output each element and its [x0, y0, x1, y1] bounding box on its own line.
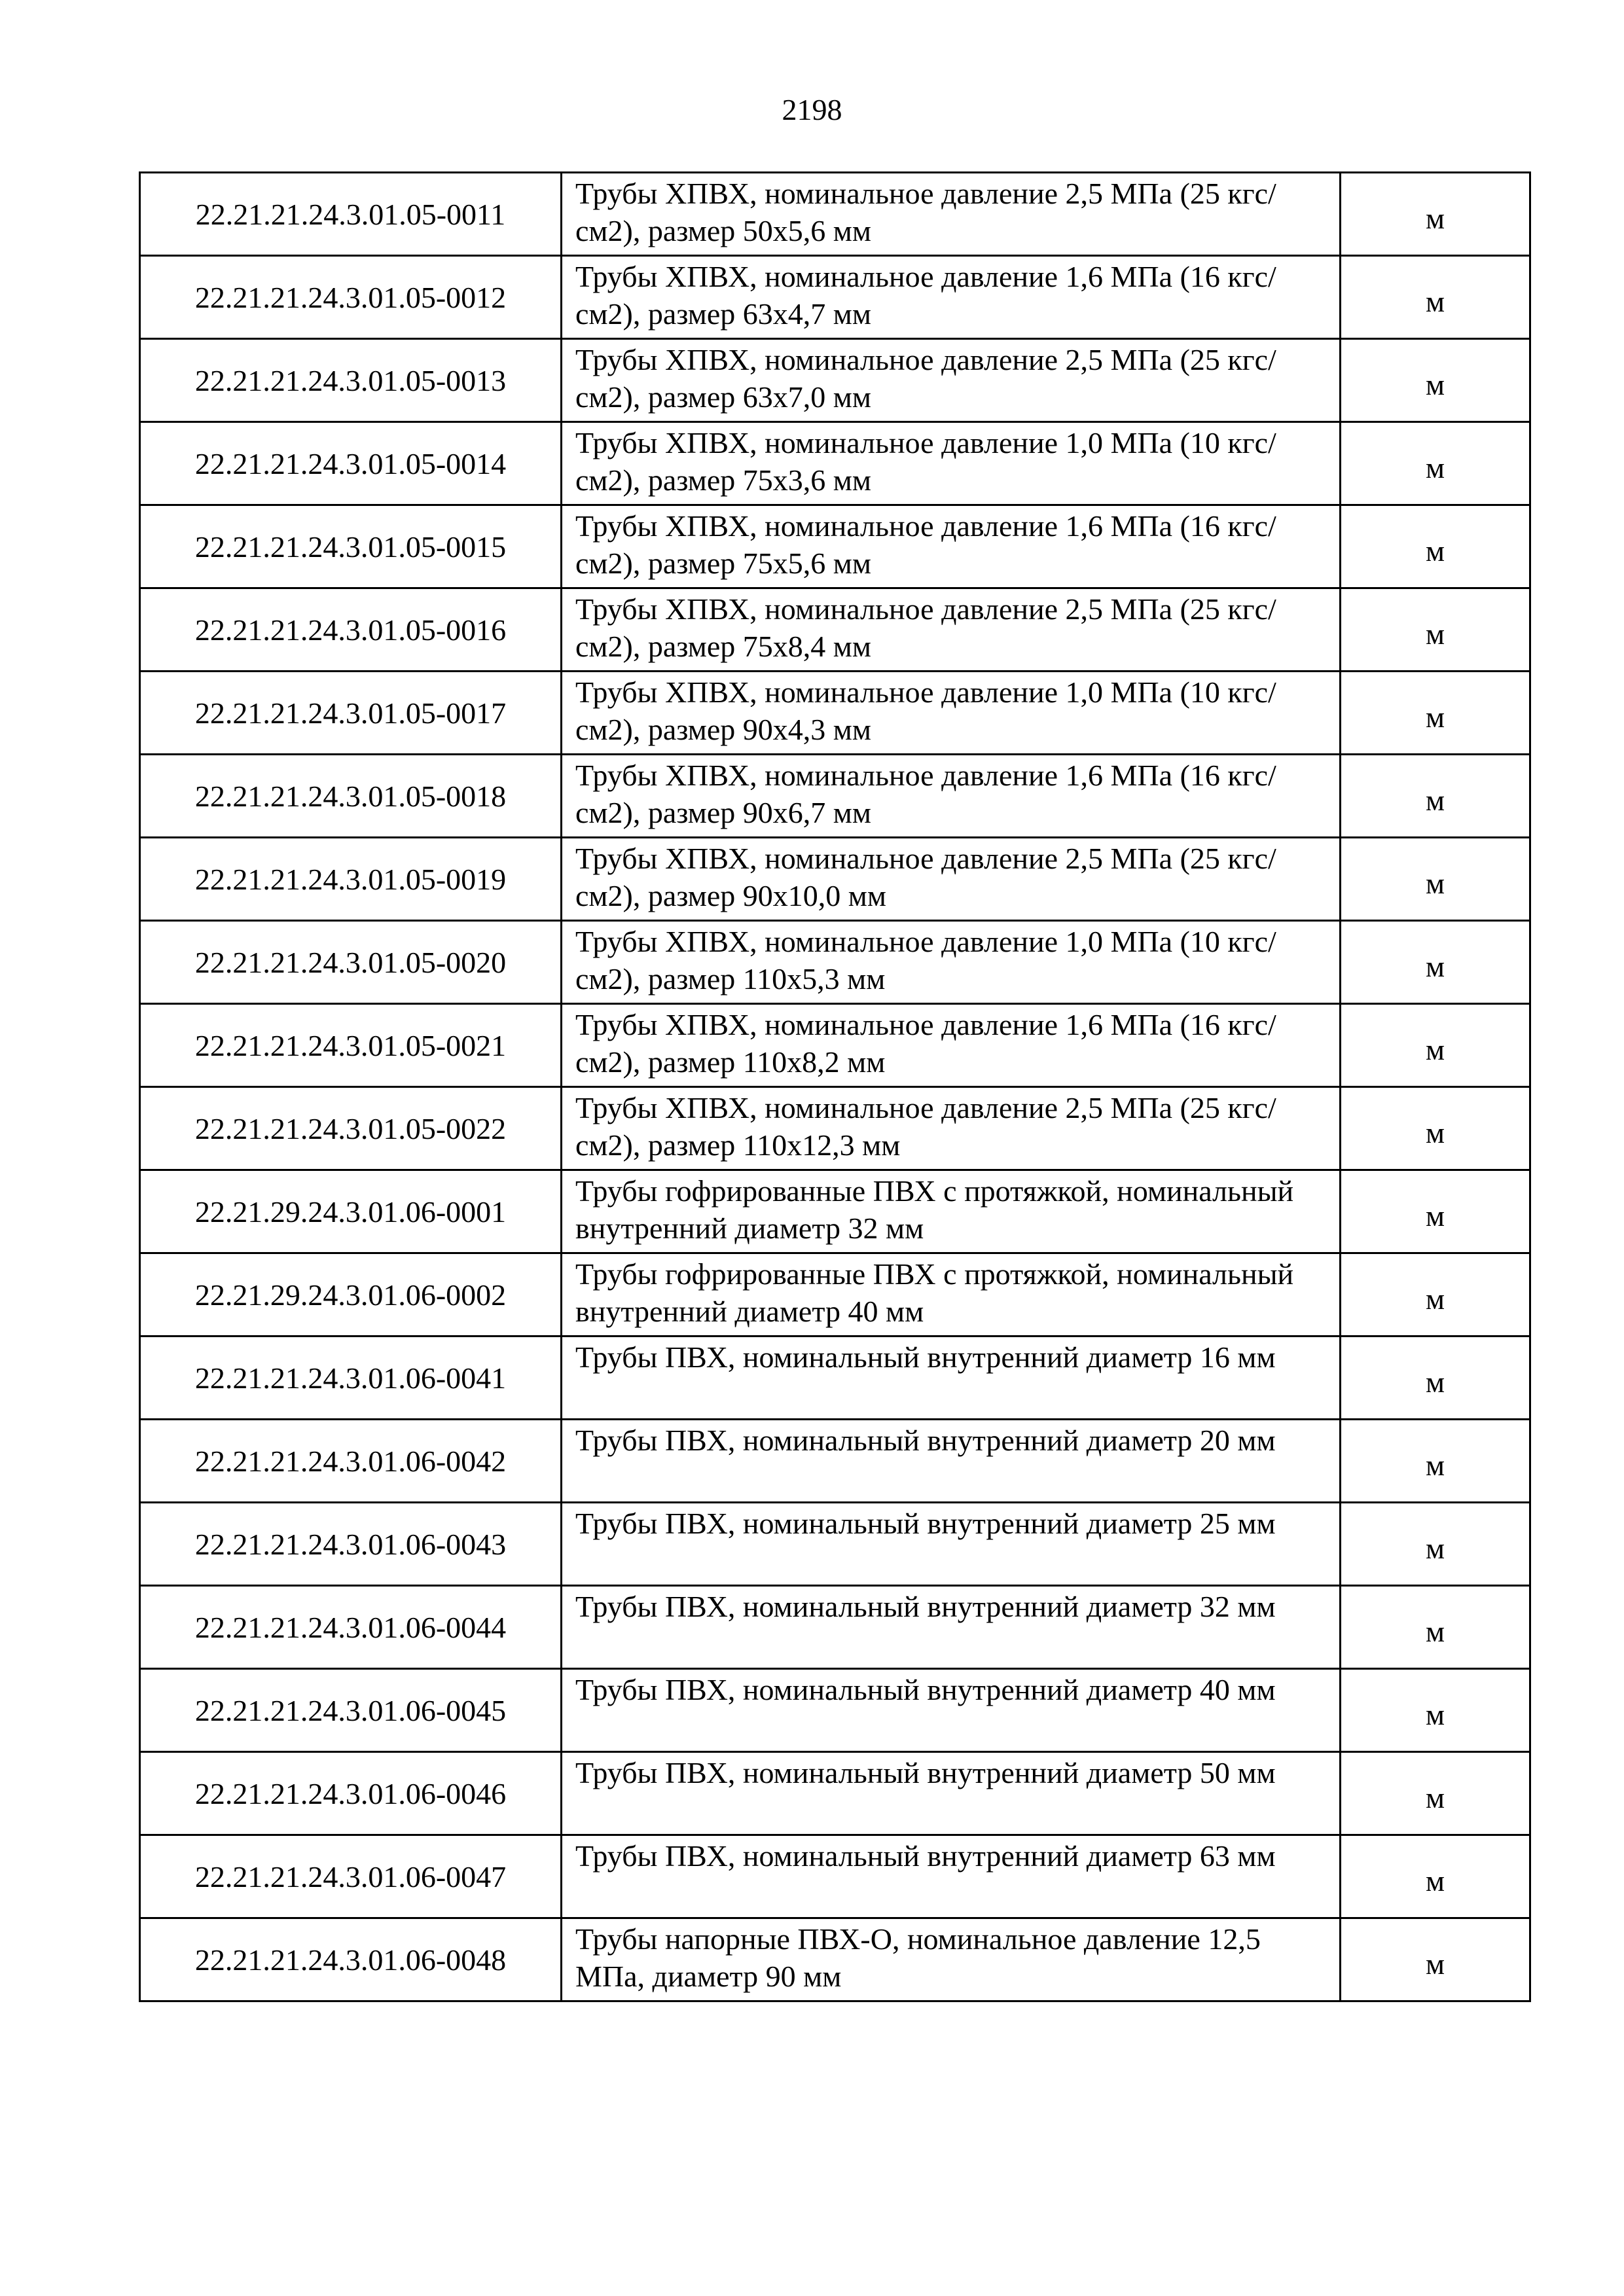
unit-cell: м — [1341, 672, 1530, 755]
unit-cell: м — [1341, 755, 1530, 838]
unit-cell: м — [1341, 1087, 1530, 1170]
material-name-cell: Трубы ХПВХ, номинальное давление 2,5 МПа (25 кгс/см2), размер 50х5,6 мм — [562, 173, 1341, 256]
material-code-cell: 22.21.21.24.3.01.06-0043 — [140, 1503, 562, 1586]
unit-cell: м — [1341, 1835, 1530, 1918]
table-row — [140, 1752, 1530, 1835]
material-name-cell: Трубы ХПВХ, номинальное давление 2,5 МПа (25 кгс/см2), размер 75х8,4 мм — [562, 588, 1341, 672]
unit-cell: м — [1341, 1752, 1530, 1835]
table-row — [140, 921, 1530, 1004]
unit-cell: м — [1341, 588, 1530, 672]
table-row — [140, 1669, 1530, 1752]
materials-table — [139, 171, 1531, 2002]
table-row — [140, 1336, 1530, 1420]
material-name-cell: Трубы ХПВХ, номинальное давление 1,6 МПа (16 кгс/см2), размер 110х8,2 мм — [562, 1004, 1341, 1087]
material-code-cell: 22.21.21.24.3.01.05-0012 — [140, 256, 562, 339]
material-name-cell: Трубы ХПВХ, номинальное давление 2,5 МПа (25 кгс/см2), размер 110х12,3 мм — [562, 1087, 1341, 1170]
material-name-cell: Трубы ПВХ, номинальный внутренний диаметр 20 мм — [562, 1420, 1341, 1503]
material-name-cell: Трубы ПВХ, номинальный внутренний диаметр 40 мм — [562, 1669, 1341, 1752]
material-name-cell: Трубы ХПВХ, номинальное давление 1,6 МПа (16 кгс/см2), размер 63х4,7 мм — [562, 256, 1341, 339]
table-row — [140, 1420, 1530, 1503]
table-row — [140, 1503, 1530, 1586]
table-row — [140, 256, 1530, 339]
table-row — [140, 672, 1530, 755]
table-row — [140, 1087, 1530, 1170]
material-name-cell: Трубы ХПВХ, номинальное давление 1,0 МПа (10 кгс/см2), размер 110х5,3 мм — [562, 921, 1341, 1004]
unit-cell: м — [1341, 1503, 1530, 1586]
material-name-cell: Трубы ХПВХ, номинальное давление 1,6 МПа (16 кгс/см2), размер 75х5,6 мм — [562, 505, 1341, 588]
material-code-cell: 22.21.29.24.3.01.06-0002 — [140, 1253, 562, 1336]
material-code-cell: 22.21.21.24.3.01.06-0042 — [140, 1420, 562, 1503]
unit-cell: м — [1341, 339, 1530, 422]
material-code-cell: 22.21.21.24.3.01.05-0019 — [140, 838, 562, 921]
material-name-cell: Трубы ПВХ, номинальный внутренний диаметр 63 мм — [562, 1835, 1341, 1918]
page-number: 2198 — [782, 93, 842, 126]
material-code-cell: 22.21.21.24.3.01.05-0017 — [140, 672, 562, 755]
table-row — [140, 1253, 1530, 1336]
material-code-cell: 22.21.21.24.3.01.06-0041 — [140, 1336, 562, 1420]
table-row — [140, 1004, 1530, 1087]
material-name-cell: Трубы ПВХ, номинальный внутренний диаметр 32 мм — [562, 1586, 1341, 1669]
material-name-cell: Трубы гофрированные ПВХ с протяжкой, номинальный внутренний диаметр 40 мм — [562, 1253, 1341, 1336]
material-code-cell: 22.21.21.24.3.01.06-0044 — [140, 1586, 562, 1669]
table-row — [140, 1918, 1530, 2001]
unit-cell: м — [1341, 1170, 1530, 1253]
table-row — [140, 339, 1530, 422]
material-code-cell: 22.21.21.24.3.01.05-0011 — [140, 173, 562, 256]
unit-cell: м — [1341, 1420, 1530, 1503]
material-code-cell: 22.21.21.24.3.01.05-0016 — [140, 588, 562, 672]
unit-cell: м — [1341, 921, 1530, 1004]
table-row — [140, 755, 1530, 838]
table-row — [140, 422, 1530, 505]
material-code-cell: 22.21.21.24.3.01.05-0014 — [140, 422, 562, 505]
material-name-cell: Трубы ХПВХ, номинальное давление 2,5 МПа (25 кгс/см2), размер 90х10,0 мм — [562, 838, 1341, 921]
material-name-cell: Трубы гофрированные ПВХ с протяжкой, номинальный внутренний диаметр 32 мм — [562, 1170, 1341, 1253]
materials-table-body — [140, 173, 1530, 2001]
unit-cell: м — [1341, 838, 1530, 921]
unit-cell: м — [1341, 173, 1530, 256]
material-code-cell: 22.21.21.24.3.01.06-0048 — [140, 1918, 562, 2001]
table-row — [140, 1586, 1530, 1669]
unit-cell: м — [1341, 1669, 1530, 1752]
material-name-cell: Трубы ХПВХ, номинальное давление 2,5 МПа (25 кгс/см2), размер 63х7,0 мм — [562, 339, 1341, 422]
table-row — [140, 1170, 1530, 1253]
unit-cell: м — [1341, 422, 1530, 505]
table-row — [140, 505, 1530, 588]
material-name-cell: Трубы ПВХ, номинальный внутренний диаметр 25 мм — [562, 1503, 1341, 1586]
unit-cell: м — [1341, 1586, 1530, 1669]
unit-cell: м — [1341, 1253, 1530, 1336]
material-name-cell: Трубы ПВХ, номинальный внутренний диаметр 16 мм — [562, 1336, 1341, 1420]
material-code-cell: 22.21.21.24.3.01.05-0022 — [140, 1087, 562, 1170]
unit-cell: м — [1341, 1336, 1530, 1420]
table-row — [140, 173, 1530, 256]
material-code-cell: 22.21.29.24.3.01.06-0001 — [140, 1170, 562, 1253]
unit-cell: м — [1341, 505, 1530, 588]
table-row — [140, 838, 1530, 921]
material-code-cell: 22.21.21.24.3.01.05-0015 — [140, 505, 562, 588]
material-code-cell: 22.21.21.24.3.01.05-0013 — [140, 339, 562, 422]
material-code-cell: 22.21.21.24.3.01.05-0020 — [140, 921, 562, 1004]
unit-cell: м — [1341, 1918, 1530, 2001]
material-code-cell: 22.21.21.24.3.01.05-0021 — [140, 1004, 562, 1087]
material-name-cell: Трубы ХПВХ, номинальное давление 1,0 МПа (10 кгс/см2), размер 75х3,6 мм — [562, 422, 1341, 505]
material-name-cell: Трубы ХПВХ, номинальное давление 1,0 МПа (10 кгс/см2), размер 90х4,3 мм — [562, 672, 1341, 755]
unit-cell: м — [1341, 1004, 1530, 1087]
material-name-cell: Трубы ПВХ, номинальный внутренний диаметр 50 мм — [562, 1752, 1341, 1835]
material-name-cell: Трубы напорные ПВХ-О, номинальное давление 12,5 МПа, диаметр 90 мм — [562, 1918, 1341, 2001]
material-code-cell: 22.21.21.24.3.01.06-0047 — [140, 1835, 562, 1918]
material-name-cell: Трубы ХПВХ, номинальное давление 1,6 МПа (16 кгс/см2), размер 90х6,7 мм — [562, 755, 1341, 838]
table-row — [140, 588, 1530, 672]
material-code-cell: 22.21.21.24.3.01.06-0045 — [140, 1669, 562, 1752]
material-code-cell: 22.21.21.24.3.01.06-0046 — [140, 1752, 562, 1835]
table-row — [140, 1835, 1530, 1918]
unit-cell: м — [1341, 256, 1530, 339]
material-code-cell: 22.21.21.24.3.01.05-0018 — [140, 755, 562, 838]
